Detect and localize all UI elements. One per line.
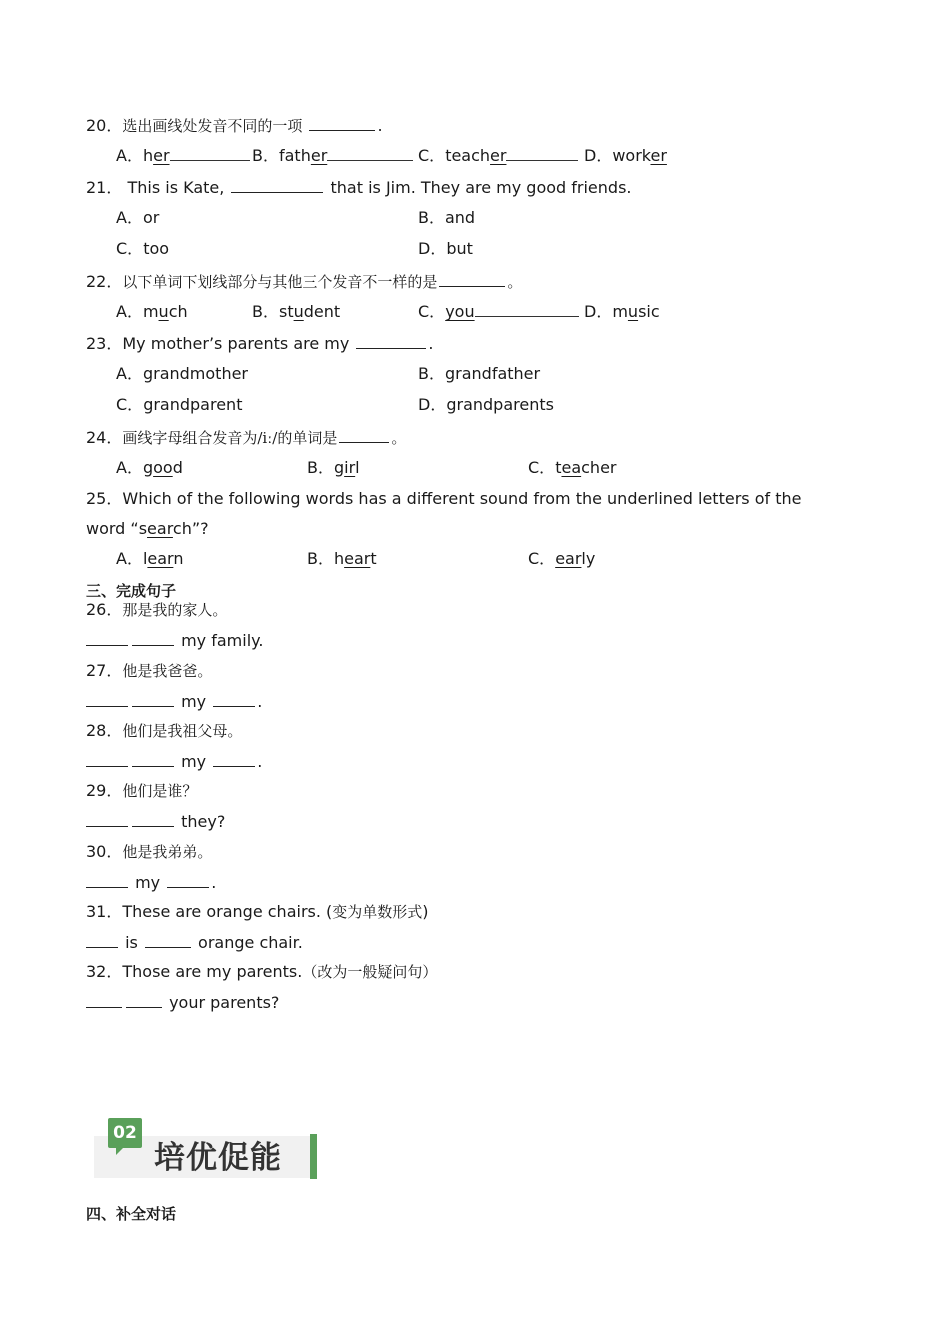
answer-blank[interactable]	[356, 332, 426, 349]
q25-option-a[interactable]: A．learn	[116, 549, 184, 568]
answer-blank[interactable]	[145, 931, 191, 948]
answer-blank[interactable]	[231, 176, 323, 193]
q31-answer-line: is orange chair.	[86, 931, 303, 954]
q24-option-a[interactable]: A．good	[116, 458, 183, 477]
answer-blank[interactable]	[86, 810, 128, 827]
answer-blank[interactable]	[86, 871, 128, 888]
question-27: 27．他是我爸爸。	[86, 661, 213, 680]
answer-blank[interactable]	[167, 871, 209, 888]
q22-option-c[interactable]: C．you	[418, 301, 579, 323]
q20-option-c[interactable]: C．teacher	[418, 145, 578, 167]
answer-blank[interactable]	[126, 991, 162, 1008]
q20-option-b[interactable]: B．father	[252, 145, 413, 167]
question-26: 26．那是我的家人。	[86, 600, 228, 619]
answer-blank[interactable]	[132, 810, 174, 827]
q27-answer-line: my .	[86, 690, 262, 713]
answer-blank[interactable]	[213, 750, 255, 767]
answer-blank[interactable]	[86, 690, 128, 707]
question-24: 24．画线字母组合发音为/iː/的单词是 。	[86, 428, 407, 447]
q21-option-b[interactable]: B．and	[418, 208, 476, 227]
section-4-heading: 四、补全对话	[86, 1205, 177, 1223]
speech-bubble-tail-icon	[116, 1146, 125, 1155]
answer-blank[interactable]	[86, 991, 122, 1008]
q28-answer-line: my .	[86, 750, 262, 773]
q24-option-c[interactable]: C．teacher	[528, 458, 617, 477]
q23-option-c[interactable]: C．grandparent	[116, 395, 243, 414]
answer-blank[interactable]	[86, 629, 128, 646]
answer-blank[interactable]	[132, 629, 174, 646]
badge-accent-bar	[310, 1134, 317, 1179]
section-3-heading: 三、完成句子	[86, 582, 177, 600]
q20-option-a[interactable]: A．her	[116, 145, 250, 167]
q25-option-c[interactable]: C．early	[528, 549, 596, 568]
question-31: 31．These are orange chairs. (变为单数形式)	[86, 902, 429, 921]
q25-option-b[interactable]: B．heart	[307, 549, 377, 568]
q30-answer-line: my .	[86, 871, 216, 894]
q22-option-a[interactable]: A．much	[116, 302, 188, 321]
badge-title: 培优促能	[154, 1140, 282, 1176]
q21-option-a[interactable]: A．or	[116, 208, 160, 227]
question-29: 29．他们是谁？	[86, 781, 198, 800]
question-22: 22．以下单词下划线部分与其他三个发音不一样的是 。	[86, 272, 523, 291]
q24-option-b[interactable]: B．girl	[307, 458, 360, 477]
q20-option-d[interactable]: D．worker	[584, 146, 667, 165]
badge-number: 02	[108, 1118, 142, 1148]
q22-option-d[interactable]: D．music	[584, 302, 660, 321]
q21-option-d[interactable]: D．but	[418, 239, 473, 258]
q23-option-b[interactable]: B．grandfather	[418, 364, 541, 383]
q22-option-b[interactable]: B．student	[252, 302, 341, 321]
answer-blank[interactable]	[86, 931, 118, 948]
question-28: 28．他们是我祖父母。	[86, 721, 243, 740]
q29-answer-line: they?	[86, 810, 225, 833]
question-20: 20．选出画线处发音不同的一项 .	[86, 116, 383, 135]
q23-option-a[interactable]: A．grandmother	[116, 364, 248, 383]
answer-blank[interactable]	[213, 690, 255, 707]
question-23: 23．My mother’s parents are my .	[86, 334, 434, 353]
answer-blank[interactable]	[132, 750, 174, 767]
question-30: 30．他是我弟弟。	[86, 842, 213, 861]
question-25: 25．Which of the following words has a different sound from the underlined letters of the	[86, 489, 802, 508]
section-badge-banner	[94, 1114, 320, 1180]
q32-answer-line: your parents?	[86, 991, 279, 1014]
question-21: 21． This is Kate, that is Jim. They are my good friends.	[86, 178, 632, 197]
question-25-line2: word “search”?	[86, 519, 209, 538]
answer-blank[interactable]	[86, 750, 128, 767]
answer-blank[interactable]	[132, 690, 174, 707]
answer-blank[interactable]	[309, 114, 375, 131]
q21-option-c[interactable]: C．too	[116, 239, 170, 258]
q23-option-d[interactable]: D．grandparents	[418, 395, 554, 414]
answer-blank[interactable]	[339, 426, 389, 443]
answer-blank[interactable]	[439, 270, 505, 287]
q26-answer-line: my family.	[86, 629, 263, 652]
question-32: 32．Those are my parents.（改为一般疑问句）	[86, 962, 438, 981]
